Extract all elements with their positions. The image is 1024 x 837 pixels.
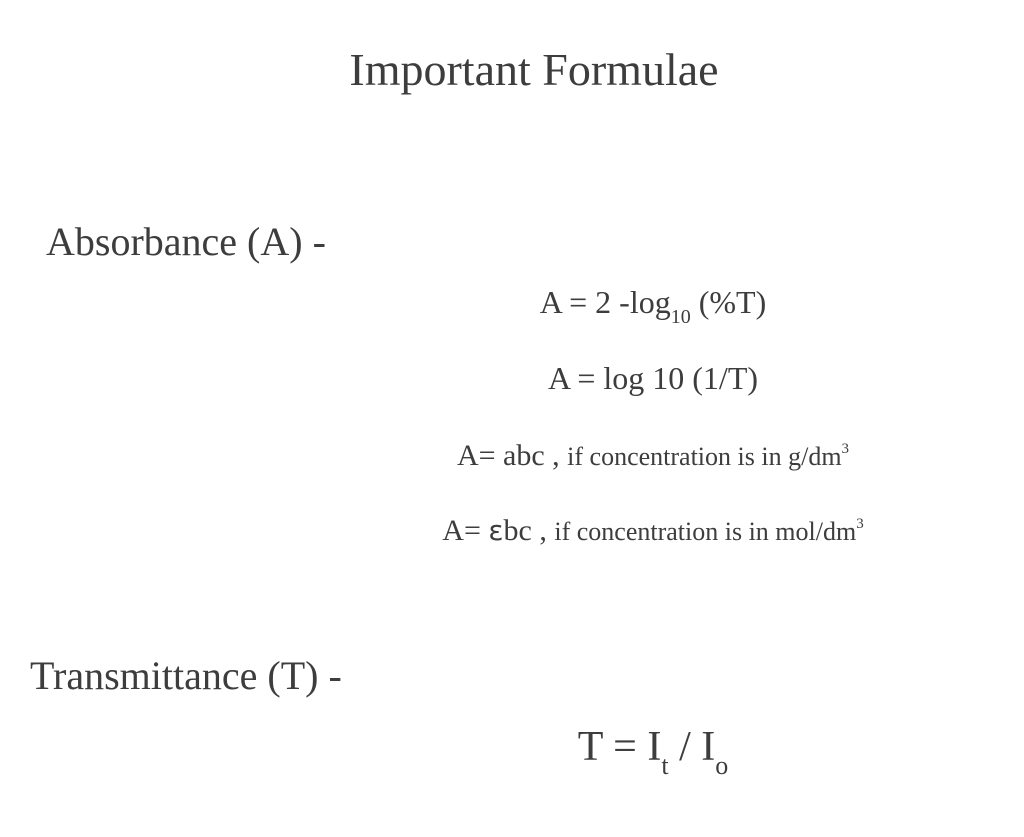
- formula-subscript: t: [661, 751, 669, 780]
- formula-text: A= abc ,: [456, 439, 560, 472]
- formula-condition: if concentration is in g/dm: [567, 442, 842, 471]
- formula-text: (%T): [698, 284, 767, 320]
- formula-exponent: 3: [841, 441, 850, 457]
- absorbance-heading: Absorbance (A) -: [46, 219, 326, 264]
- formula-text: / I: [679, 724, 716, 770]
- formula-subscript: 10: [670, 306, 691, 328]
- transmittance-formula: [0, 720, 1024, 779]
- formula-text: bc ,: [503, 514, 547, 547]
- formula-subscript: o: [715, 751, 729, 780]
- formula-text: T = I: [577, 724, 662, 770]
- formula-text: A = 2 -log: [539, 284, 671, 320]
- transmittance-heading: Transmittance (T) -: [30, 653, 342, 698]
- absorbance-formula-percent-transmittance: [0, 280, 1024, 329]
- absorbance-formula-molar-concentration: [0, 509, 1024, 558]
- formula-condition: if concentration is in mol/dm: [554, 517, 857, 546]
- formula-text: A=: [442, 514, 481, 547]
- formula-exponent: 3: [856, 516, 864, 532]
- absorbance-formula-inverse-transmittance: A = log 10 (1/T): [547, 360, 759, 396]
- absorbance-formula-mass-concentration: [0, 434, 1024, 483]
- page-title: Important Formulae: [349, 44, 719, 95]
- epsilon-symbol: ε: [488, 514, 504, 547]
